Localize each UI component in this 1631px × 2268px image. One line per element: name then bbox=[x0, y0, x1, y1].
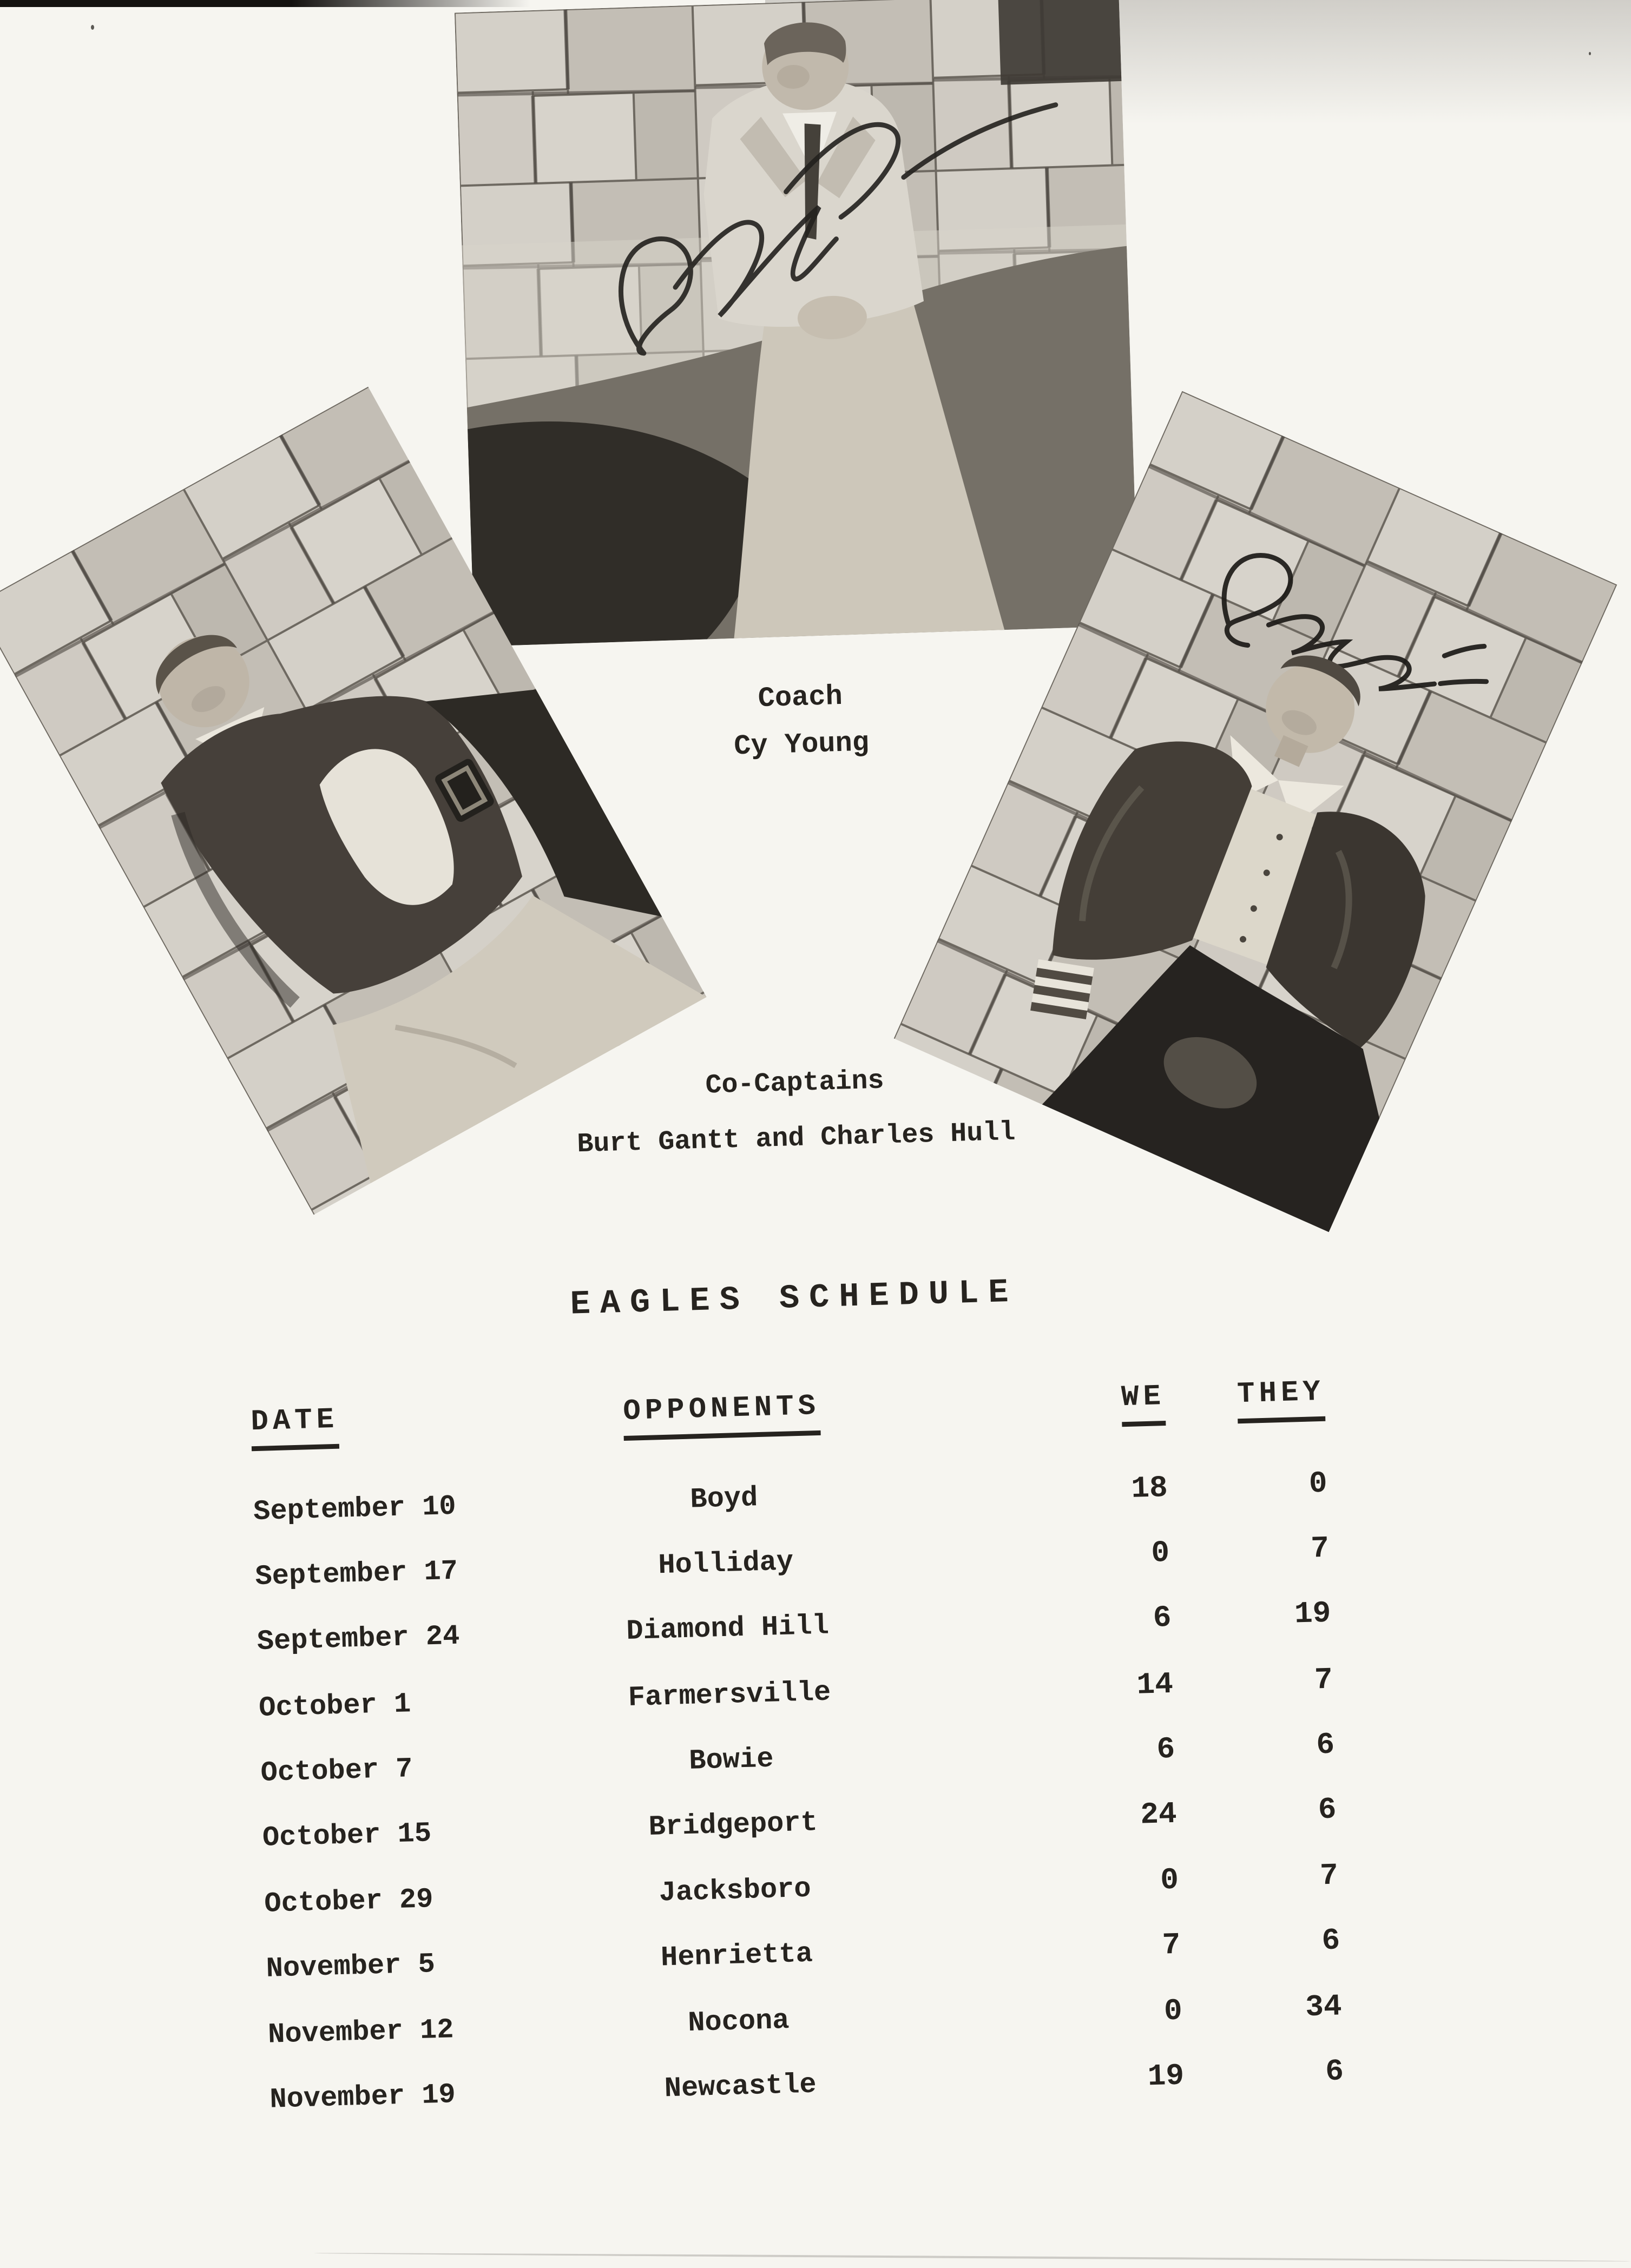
game-we-score: 18 bbox=[1130, 1470, 1168, 1506]
game-they-score: 6 bbox=[1317, 1792, 1337, 1828]
game-they-score: 6 bbox=[1321, 1923, 1341, 1959]
paper-speck bbox=[1589, 52, 1591, 55]
game-we-score: 24 bbox=[1140, 1796, 1178, 1832]
game-date: November 12 bbox=[267, 2014, 455, 2051]
game-opponent: Jacksboro bbox=[658, 1873, 812, 1909]
column-header-we: WE bbox=[1078, 1380, 1166, 1428]
game-they-score: 7 bbox=[1319, 1858, 1339, 1894]
game-date: October 29 bbox=[264, 1883, 434, 1920]
game-opponent: Nocona bbox=[687, 2004, 790, 2040]
game-they-score: 34 bbox=[1305, 1989, 1343, 2025]
game-opponent: Holliday bbox=[657, 1546, 794, 1582]
game-we-score: 6 bbox=[1156, 1731, 1176, 1767]
game-they-score: 7 bbox=[1314, 1662, 1333, 1698]
game-opponent: Henrietta bbox=[660, 1937, 813, 1974]
game-opponent: Bridgeport bbox=[648, 1807, 818, 1843]
scan-edge-artifact bbox=[0, 0, 530, 7]
paper-speck bbox=[91, 25, 94, 30]
coach-caption-line2: Cy Young bbox=[733, 727, 870, 763]
game-we-score: 19 bbox=[1147, 2058, 1185, 2094]
game-opponent: Bowie bbox=[688, 1743, 774, 1777]
schedule-heading: EAGLES SCHEDULE bbox=[569, 1273, 1019, 1324]
game-date: October 1 bbox=[258, 1688, 411, 1725]
game-we-score: 14 bbox=[1136, 1666, 1174, 1703]
game-date: November 5 bbox=[266, 1948, 436, 1985]
co-captains-caption-line1: Co-Captains bbox=[705, 1065, 885, 1102]
column-header-opponents: OPPONENTS bbox=[602, 1389, 841, 1441]
game-we-score: 0 bbox=[1150, 1535, 1170, 1571]
game-they-score: 6 bbox=[1325, 2054, 1344, 2089]
game-they-score: 0 bbox=[1308, 1466, 1328, 1501]
game-opponent: Diamond Hill bbox=[626, 1610, 830, 1647]
game-date: November 19 bbox=[269, 2079, 456, 2116]
game-opponent: Boyd bbox=[689, 1482, 759, 1516]
game-we-score: 6 bbox=[1152, 1600, 1172, 1636]
co-captains-caption-line2: Burt Gantt and Charles Hull bbox=[576, 1117, 1016, 1161]
game-date: September 10 bbox=[253, 1490, 457, 1528]
game-they-score: 19 bbox=[1294, 1595, 1332, 1632]
column-header-they: THEY bbox=[1224, 1376, 1325, 1424]
game-we-score: 7 bbox=[1161, 1927, 1181, 1963]
game-we-score: 0 bbox=[1160, 1862, 1179, 1898]
game-date: October 7 bbox=[260, 1753, 413, 1789]
game-they-score: 7 bbox=[1310, 1531, 1330, 1566]
game-date: October 15 bbox=[262, 1817, 432, 1854]
game-they-score: 6 bbox=[1316, 1727, 1335, 1763]
game-we-score: 0 bbox=[1163, 1993, 1183, 2029]
game-date: September 17 bbox=[254, 1555, 458, 1593]
game-opponent: Newcastle bbox=[664, 2068, 817, 2105]
game-opponent: Farmersville bbox=[628, 1676, 832, 1714]
game-date: September 24 bbox=[257, 1620, 461, 1658]
column-header-date: DATE bbox=[251, 1403, 339, 1451]
coach-caption-line1: Coach bbox=[757, 680, 843, 715]
